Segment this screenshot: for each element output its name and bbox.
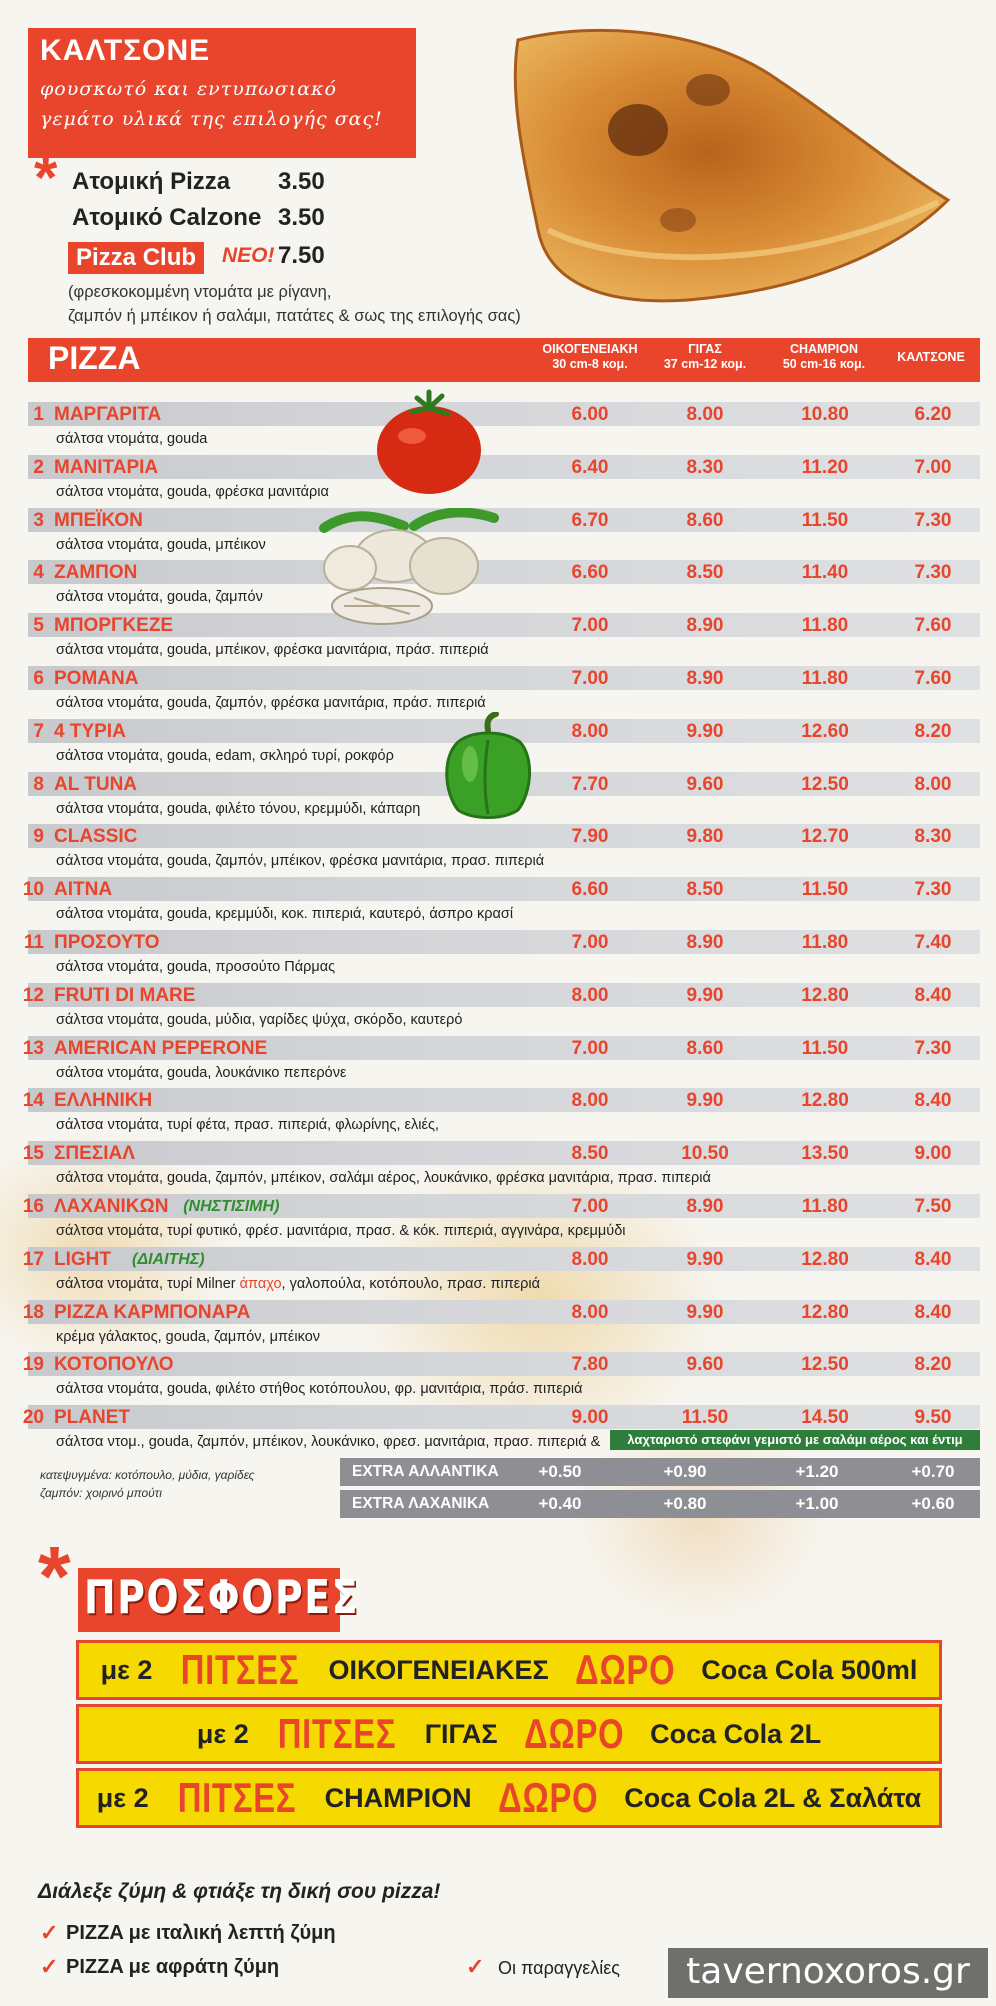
pizza-price: 11.20 [801, 457, 849, 478]
dough-question: Διάλεξε ζύμη & φτιάξε τη δική σου pizza! [38, 1880, 441, 1903]
pizza-ingredients: σάλτσα ντομάτα, gouda, ζαμπόν, μπέικον, φρέσκα μανιτάρια, πρασ. πιπεριά [56, 853, 545, 869]
pizza-price: 11.50 [681, 1407, 729, 1428]
pizza-ingredients: σάλτσα ντομάτα, gouda, μπέικον, φρέσκα μανιτάρια, πράσ. πιπεριά [56, 642, 489, 658]
pizza-number: 1 [33, 404, 44, 425]
offer-pizzas: ΠΙΤΣΕΣ [177, 1774, 296, 1821]
pizza-price: 7.50 [914, 1196, 952, 1217]
pizza-tag: (ΔΙΑΙΤΗΣ) [132, 1251, 205, 1268]
pizza-price: 8.00 [571, 721, 609, 742]
pizza-price: 10.80 [801, 404, 849, 425]
offer-champion [76, 1768, 942, 1828]
pizza-tag: (ΝΗΣΤΙΣΙΜΗ) [183, 1198, 280, 1215]
offer-with-2: με 2 [100, 1654, 153, 1685]
pizza-price: 11.80 [801, 1196, 849, 1217]
dough-option-fluffy: PIZZA με αφράτη ζύμη [66, 1956, 280, 1978]
pizza-club-label: Pizza Club [68, 242, 204, 274]
pizza-number: 6 [33, 668, 44, 689]
individual-calzone-label: Ατομικό Calzone [72, 204, 262, 231]
pizza-name: ΛΑΧΑΝΙΚΩΝ [54, 1196, 169, 1217]
pizza-name: LIGHT [54, 1249, 111, 1270]
col-header-family-name: ΟΙΚΟΓΕΝΕΙΑΚΗ [542, 342, 638, 356]
extra-label: EXTRA ΛΑΧΑΝΙΚΑ [352, 1495, 490, 1512]
pizza-price: 7.00 [571, 1038, 609, 1059]
offer-gift: ΔΩΡΟ [574, 1646, 676, 1693]
offer-family [76, 1640, 942, 1700]
individual-calzone-price: 3.50 [278, 204, 325, 231]
pizza-number: 16 [22, 1196, 44, 1217]
extra-price: +0.90 [663, 1462, 707, 1481]
pizza-club-desc-line1: (φρεσκοκομμένη ντομάτα με ρίγανη, [68, 283, 332, 301]
check-icon: ✓ [40, 1920, 59, 1945]
watermark: tavernoxoros.gr [668, 1948, 988, 1998]
ingredients-text-rest: , γαλοπούλα, κοτόπουλο, πρασ. πιπεριά [281, 1276, 541, 1292]
pizza-price: 9.90 [686, 721, 724, 742]
pizza-price: 12.60 [801, 721, 849, 742]
pizza-price: 7.00 [571, 668, 609, 689]
pizza-price: 12.80 [801, 1249, 849, 1270]
offers-asterisk-icon: * [38, 1529, 71, 1623]
pizza-price: 6.40 [571, 457, 609, 478]
pizza-price: 7.00 [571, 932, 609, 953]
offers-title: ΠΡΟΣΦΟΡΕΣ [84, 1570, 360, 1624]
pizza-number: 19 [22, 1354, 44, 1375]
pizza-price: 8.20 [914, 721, 952, 742]
pizza-price: 7.30 [914, 1038, 952, 1059]
offer-gift: ΔΩΡΟ [497, 1774, 599, 1821]
pizza-price: 9.90 [686, 1302, 724, 1323]
pizza-name: ΕΛΛΗΝΙΚΗ [54, 1090, 153, 1111]
pizza-price: 11.40 [801, 562, 849, 583]
pizza-price: 8.00 [914, 774, 952, 795]
pizza-price: 9.80 [686, 826, 724, 847]
pizza-price: 8.50 [686, 562, 724, 583]
pizza-price: 9.50 [914, 1407, 952, 1428]
pizza-ingredients: σάλτσα ντομάτα, gouda, προσούτο Πάρμας [56, 959, 336, 975]
offer-drink: Coca Cola 2L & Σαλάτα [624, 1782, 922, 1813]
pizza-price: 8.60 [686, 510, 724, 531]
pizza-price: 11.50 [801, 879, 849, 900]
pizza-name: PIZZA ΚΑΡΜΠΟΝΑΡΑ [54, 1302, 251, 1323]
footnote-frozen: κατεψυγμένα: κοτόπουλο, μύδια, γαρίδες [40, 1468, 255, 1482]
pizza-ingredients: σάλτσα ντομάτα, gouda, λουκάνικο πεπερόνε [56, 1065, 347, 1081]
pizza-price: 8.00 [571, 1249, 609, 1270]
offer-drink: Coca Cola 2L [650, 1718, 822, 1749]
calzone-subtitle-line1: φουσκωτό και εντυπωσιακό [40, 78, 337, 100]
orders-text: Οι παραγγελίες [498, 1958, 620, 1978]
pizza-price: 9.00 [571, 1407, 609, 1428]
pizza-price: 8.90 [686, 932, 724, 953]
planet-note: λαχταριστό στεφάνι γεμιστό με σαλάμι αέρος και έντιμ [610, 1430, 980, 1450]
pizza-number: 20 [22, 1407, 44, 1428]
pizza-price: 12.70 [801, 826, 849, 847]
pizza-price: 7.00 [571, 1196, 609, 1217]
extra-price: +0.60 [911, 1494, 955, 1513]
pizza-ingredients: σάλτσα ντομάτα, gouda, ζαμπόν [56, 589, 263, 605]
pizza-price: 7.60 [914, 615, 952, 636]
pizza-number: 10 [22, 879, 44, 900]
pizza-name: ΚΟΤΟΠΟΥΛΟ [54, 1354, 174, 1375]
pizza-price: 9.90 [686, 985, 724, 1006]
pizza-price: 11.80 [801, 932, 849, 953]
pizza-ingredients: σάλτσα ντομάτα, gouda, edam, σκληρό τυρί, ροκφόρ [56, 748, 394, 764]
pizza-number: 9 [33, 826, 44, 847]
pizza-price: 8.90 [686, 1196, 724, 1217]
col-header-family [530, 342, 650, 372]
pizza-price: 11.50 [801, 1038, 849, 1059]
pizza-ingredients: κρέμα γάλακτος, gouda, ζαμπόν, μπέικον [56, 1329, 321, 1345]
pizza-price: 8.60 [686, 1038, 724, 1059]
pizza-name: ΑΙΤΝΑ [54, 879, 113, 900]
pizza-price: 8.90 [686, 615, 724, 636]
col-header-calzone-name: ΚΑΛΤΣΟΝΕ [897, 350, 965, 364]
extra-price: +0.50 [538, 1462, 582, 1481]
pizza-price: 7.70 [571, 774, 609, 795]
pizza-price: 8.50 [686, 879, 724, 900]
offer-pizzas: ΠΙΤΣΕΣ [181, 1646, 300, 1693]
pizza-name: ΜΑΝΙΤΑΡΙΑ [54, 457, 159, 478]
pizza-ingredients: σάλτσα ντομάτα, gouda, ζαμπόν, φρέσκα μανιτάρια, πράσ. πιπεριά [56, 695, 486, 711]
offer-size: ΟΙΚΟΓΕΝΕΙΑΚΕΣ [328, 1654, 549, 1685]
pizza-name: AL TUNA [54, 774, 138, 795]
offer-pizzas: ΠΙΤΣΕΣ [277, 1710, 397, 1757]
pizza-price: 6.70 [571, 510, 609, 531]
pizza-number: 5 [33, 615, 44, 636]
pizza-price: 7.30 [914, 510, 952, 531]
pizza-name: FRUTI DI MARE [54, 985, 196, 1006]
offer-drink: Coca Cola 500ml [701, 1654, 918, 1685]
pizza-price: 9.90 [686, 1090, 724, 1111]
pizza-price: 12.80 [801, 1090, 849, 1111]
offer-with-2: με 2 [196, 1718, 249, 1749]
pizza-price: 6.20 [914, 404, 952, 425]
calzone-image [478, 20, 958, 310]
pizza-price: 7.30 [914, 879, 952, 900]
pizza-number: 18 [22, 1302, 44, 1323]
extra-price: +1.20 [795, 1462, 839, 1481]
pizza-number: 3 [33, 510, 44, 531]
pizza-price: 7.30 [914, 562, 952, 583]
offer-giant [76, 1704, 942, 1764]
pizza-club-price: 7.50 [278, 242, 325, 269]
pizza-number: 12 [22, 985, 44, 1006]
pizza-number: 11 [23, 932, 44, 953]
pizza-name: ΜΑΡΓΑΡΙΤΑ [54, 404, 162, 425]
pizza-price: 8.00 [686, 404, 724, 425]
pizza-price: 12.50 [801, 774, 849, 795]
extra-price: +0.70 [911, 1462, 955, 1481]
pizza-club-desc-line2: ζαμπόν ή μπέικον ή σαλάμι, πατάτες & σως της επιλογής σας) [68, 307, 521, 325]
pizza-price: 8.30 [914, 826, 952, 847]
offer-gift: ΔΩΡΟ [523, 1710, 624, 1757]
col-header-family-size: 30 cm-8 κομ. [552, 357, 628, 371]
pizza-number: 7 [33, 721, 44, 742]
pizza-number: 8 [33, 774, 44, 795]
pizza-price: 8.50 [571, 1143, 609, 1164]
green-pepper-image [438, 712, 538, 822]
pizza-name: ΖΑΜΠΟΝ [54, 562, 138, 583]
pizza-name: ΠΡΟΣΟΥΤΟ [54, 932, 160, 953]
pizza-number: 2 [33, 457, 44, 478]
pizza-name: ΜΠΟΡΓΚΕΖΕ [54, 615, 174, 636]
col-header-champion [764, 342, 884, 372]
col-header-giant [645, 342, 765, 372]
pizza-price: 7.90 [571, 826, 609, 847]
pizza-name: CLASSIC [54, 826, 138, 847]
pizza-price: 8.40 [914, 1249, 952, 1270]
pizza-price: 11.80 [801, 668, 849, 689]
pizza-price: 12.80 [801, 1302, 849, 1323]
pizza-ingredients: σάλτσα ντομάτα, gouda, κρεμμύδι, κοκ. πιπεριά, καυτερό, άσπρο κρασί [56, 906, 514, 922]
asterisk-icon: * [34, 144, 58, 211]
offer-with-2: με 2 [96, 1782, 149, 1813]
pizza-price: 7.00 [914, 457, 952, 478]
pizza-number: 15 [22, 1143, 44, 1164]
pizza-ingredients: σάλτσα ντομάτα, gouda, μύδια, γαρίδες ψύχα, σκόρδο, καυτερό [56, 1012, 463, 1028]
pizza-ingredients: σάλτσα ντομάτα, gouda, ζαμπόν, μπέικον, σαλάμι αέρος, λουκάνικο, φρέσκα μανιτάρια, πρασ. πιπεριά [56, 1170, 711, 1186]
col-header-giant-size: 37 cm-12 κομ. [663, 357, 747, 371]
pizza-price: 7.80 [571, 1354, 609, 1375]
offer-size: CHAMPION [324, 1782, 472, 1813]
ingredients-text: σάλτσα ντομάτα, τυρί Milner [56, 1276, 236, 1292]
individual-pizza-price: 3.50 [278, 168, 325, 195]
footnote-ham: ζαμπόν: χοιρινό μπούτι [40, 1486, 162, 1500]
pizza-section-title: PIZZA [48, 340, 141, 376]
pizza-price: 7.00 [571, 615, 609, 636]
extra-price: +0.40 [538, 1494, 582, 1513]
pizza-price: 9.90 [686, 1249, 724, 1270]
pizza-price: 6.00 [571, 404, 609, 425]
check-icon: ✓ [40, 1954, 59, 1979]
pizza-price: 8.90 [686, 668, 724, 689]
extra-label: EXTRA ΑΛΛΑΝΤΙΚΑ [352, 1463, 499, 1480]
col-header-giant-name: ΓΙΓΑΣ [688, 342, 722, 356]
pizza-price: 7.40 [914, 932, 952, 953]
col-header-champion-name: CHAMPION [789, 342, 859, 356]
pizza-price: 7.60 [914, 668, 952, 689]
pizza-name: PLANET [54, 1407, 130, 1428]
pizza-name: ΣΠΕΣΙΑΛ [54, 1143, 135, 1164]
pizza-ingredients: σάλτσα ντομάτα, τυρί φέτα, πρασ. πιπεριά, φλωρίνης, ελιές, [56, 1117, 439, 1133]
pizza-ingredients [56, 1276, 540, 1292]
pizza-number: 14 [22, 1090, 44, 1111]
extra-price: +1.00 [795, 1494, 839, 1513]
pizza-ingredients: σάλτσα ντομάτα, gouda, φιλέτο τόνου, κρεμμύδι, κάπαρη [56, 801, 421, 817]
pizza-price: 9.60 [686, 1354, 724, 1375]
pizza-price: 8.00 [571, 985, 609, 1006]
mushrooms-image [314, 508, 504, 630]
new-badge: ΝΕΟ! [222, 244, 275, 267]
pizza-price: 6.60 [571, 562, 609, 583]
pizza-ingredients: σάλτσα ντομάτα, τυρί φυτικό, φρέσ. μανιτάρια, πρασ. & κόκ. πιπεριά, αγγινάρα, κρεμμύδι [56, 1223, 626, 1239]
pizza-name: 4 ΤΥΡΙΑ [54, 721, 126, 742]
calzone-title: ΚΑΛΤΣΟΝΕ [40, 34, 211, 67]
pizza-number: 17 [22, 1249, 44, 1270]
pizza-price: 8.00 [571, 1090, 609, 1111]
individual-pizza-label: Ατομική Pizza [72, 168, 231, 195]
pizza-price: 12.50 [801, 1354, 849, 1375]
tomato-image [372, 388, 486, 498]
pizza-ingredients: σάλτσα ντομάτα, gouda, φιλέτο στήθος κοτόπουλου, φρ. μανιτάρια, πράσ. πιπεριά [56, 1381, 583, 1397]
pizza-price: 14.50 [801, 1407, 849, 1428]
pizza-price: 12.80 [801, 985, 849, 1006]
check-icon: ✓ [466, 1954, 485, 1979]
pizza-price: 8.40 [914, 985, 952, 1006]
pizza-price: 8.00 [571, 1302, 609, 1323]
pizza-number: 13 [22, 1038, 44, 1059]
extra-price: +0.80 [663, 1494, 707, 1513]
col-header-calzone [876, 350, 986, 365]
pizza-price: 10.50 [681, 1143, 729, 1164]
pizza-name: ΜΠΕΪΚΟΝ [54, 510, 143, 531]
pizza-price: 8.40 [914, 1302, 952, 1323]
pizza-ingredients: σάλτσα ντομ., gouda, ζαμπόν, μπέικον, λουκάνικο, φρεσ. μανιτάρια, πρασ. πιπεριά & [56, 1434, 601, 1450]
pizza-price: 9.00 [914, 1143, 952, 1164]
pizza-price: 8.30 [686, 457, 724, 478]
col-header-champion-size: 50 cm-16 κομ. [782, 357, 866, 371]
pizza-name: ΡΟΜΑΝΑ [54, 668, 139, 689]
ingredients-highlight: άπαχο [239, 1276, 282, 1292]
dough-option-thin: PIZZA με ιταλική λεπτή ζύμη [66, 1922, 336, 1944]
calzone-subtitle-line2: γεμάτο υλικά της επιλογής σας! [40, 108, 383, 130]
pizza-price: 11.80 [801, 615, 849, 636]
pizza-price: 13.50 [801, 1143, 849, 1164]
pizza-price: 8.20 [914, 1354, 952, 1375]
pizza-ingredients: σάλτσα ντομάτα, gouda, μπέικον [56, 537, 266, 553]
offer-size: ΓΙΓΑΣ [424, 1718, 498, 1749]
pizza-price: 9.60 [686, 774, 724, 795]
pizza-price: 11.50 [801, 510, 849, 531]
pizza-name: AMERICAN PEPERONE [54, 1038, 268, 1059]
pizza-number: 4 [33, 562, 44, 583]
pizza-ingredients: σάλτσα ντομάτα, gouda [56, 431, 208, 447]
pizza-ingredients: σάλτσα ντομάτα, gouda, φρέσκα μανιτάρια [56, 484, 329, 500]
pizza-price: 8.40 [914, 1090, 952, 1111]
pizza-price: 6.60 [571, 879, 609, 900]
